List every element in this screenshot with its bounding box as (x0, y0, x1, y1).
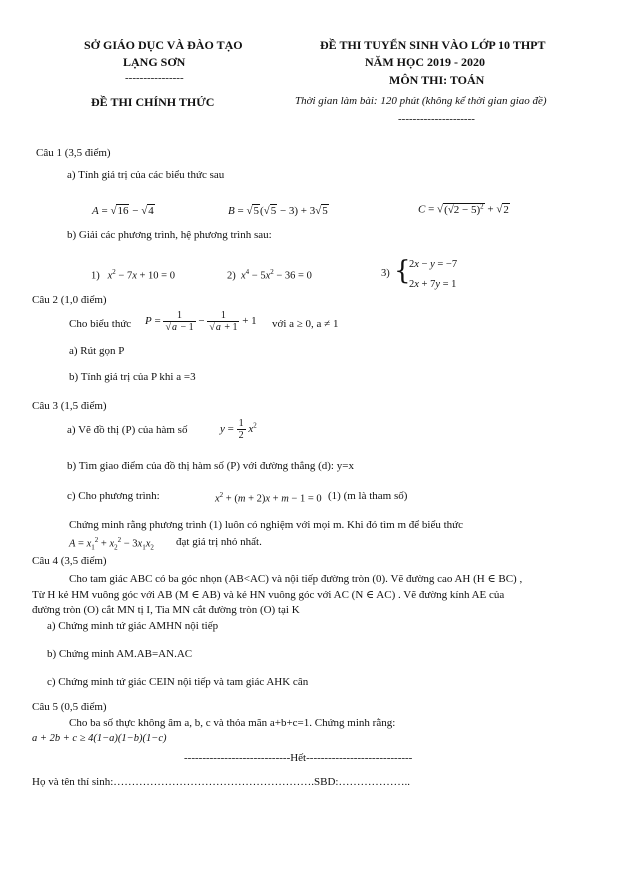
q4-line2: Từ H kẻ HM vuông góc với AB (M ∈ AB) và kẻ HN vuông góc với AC (N ∈ AC) . Vẽ đường kính AE của (32, 589, 505, 601)
q3-part-c-tail: (1) (m là tham số) (328, 490, 408, 502)
q3-part-b: b) Tìm giao điểm của đồ thị hàm số (P) với đường thẳng (d): y=x (67, 460, 354, 472)
header-official-label: ĐỀ THI CHÍNH THỨC (91, 95, 215, 109)
q1-system-line2: 2x + 7y = 1 (409, 279, 457, 290)
q3-prove-tail: đạt giá trị nhỏ nhất. (176, 536, 262, 548)
q3-part-a: a) Vẽ đồ thị (P) của hàm số (67, 424, 188, 436)
q1-expr-b: B = √5(√5 − 3) + 3√5 (228, 205, 328, 217)
q4-part-a: a) Chứng minh tứ giác AMHN nội tiếp (47, 620, 219, 632)
q3-function: y = $\frac{1}{2}$ $x^2$ (220, 418, 257, 441)
q4-part-b: b) Chứng minh AM.AB=AN.AC (47, 648, 193, 660)
header-right-dashes: --------------------- (398, 113, 475, 125)
q3-title: Câu 3 (1,5 điểm) (32, 400, 107, 412)
header-province: LẠNG SƠN (123, 55, 186, 69)
q2-title: Câu 2 (1,0 điểm) (32, 294, 107, 306)
header-school-year: NĂM HỌC 2019 - 2020 (365, 55, 485, 69)
q5-line1: Cho ba số thực không âm a, b, c và thỏa mãn a+b+c=1. Chứng minh rằng: (69, 717, 396, 729)
header-time: Thời gian làm bài: 120 phút (không kể thời gian giao đề) (295, 95, 547, 107)
end-marker: -----------------------------Hết----------------------------- (184, 752, 413, 764)
q1-system-brace: { (394, 256, 411, 286)
header-subject: MÔN THI: TOÁN (389, 73, 485, 87)
q3-part-c: c) Cho phương trình: (67, 490, 160, 502)
q3-equation: $x^2 + (m + 2)x + m - 1 = 0$ (215, 491, 322, 505)
q1-eq1-label: 1) (91, 270, 100, 282)
q1-part-b: b) Giải các phương trình, hệ phương trình sau: (67, 229, 272, 241)
q1-title: Câu 1 (3,5 điểm) (36, 147, 111, 159)
q1-eq1: 1) $x^2 - 7x + 10 = 0$ (91, 268, 175, 282)
q5-title: Câu 5 (0,5 điểm) (32, 701, 107, 713)
q3-prove: Chứng minh rằng phương trình (1) luôn có nghiệm với mọi m. Khi đó tìm m để biểu thức (69, 519, 464, 531)
q1-eq2-label: 2) (227, 270, 236, 282)
q2-part-b: b) Tính giá trị của P khi a =3 (69, 371, 196, 383)
candidate-info: Họ và tên thí sinh:……………………………………………….SBD:……………….. (32, 776, 410, 788)
q1-eq2: 2) $x^4 - 5x^2 - 36 = 0$ (227, 268, 312, 282)
q2-expression: P = $\frac{1}{√a - 1}$ − $\frac{1}{√a + 1}$ + 1 (145, 310, 257, 333)
q3-expression-a: $A = x_1^2 + x_2^2 - 3x_1x_2$ (69, 536, 154, 552)
q1-expr-a: A = √16 − √4 (92, 205, 154, 217)
header-left-dashes: ---------------- (125, 72, 184, 84)
q1-part-a: a) Tính giá trị của các biểu thức sau (67, 169, 225, 181)
header-exam-title: ĐỀ THI TUYỂN SINH VÀO LỚP 10 THPT (320, 38, 546, 52)
q4-line3: đường tròn (O) cắt MN tị I, Tia MN cắt đường tròn (O) tại K (32, 604, 300, 616)
q2-condition: với a ≥ 0, a ≠ 1 (272, 318, 339, 330)
q2-part-a: a) Rút gọn P (69, 345, 125, 357)
q2-intro: Cho biểu thức (69, 318, 132, 330)
q4-part-c: c) Chứng minh tứ giác CEIN nội tiếp và tam giác AHK cân (47, 676, 309, 688)
q1-eq3-label: 3) (381, 268, 390, 279)
q4-title: Câu 4 (3,5 điểm) (32, 555, 107, 567)
q4-line1: Cho tam giác ABC có ba góc nhọn (AB<AC) và nội tiếp đường tròn (0). Vẽ đường cao AH (H ∈ BC) , (69, 573, 523, 585)
q1-system-line1: 2x − y = −7 (409, 259, 458, 270)
q1-expr-c: $C = √(√2 - 5)^2 + √2$ (418, 202, 509, 216)
q5-inequality: a + 2b + c ≥ 4(1−a)(1−b)(1−c) (32, 733, 167, 744)
header-org: SỞ GIÁO DỤC VÀ ĐÀO TẠO (84, 38, 243, 52)
